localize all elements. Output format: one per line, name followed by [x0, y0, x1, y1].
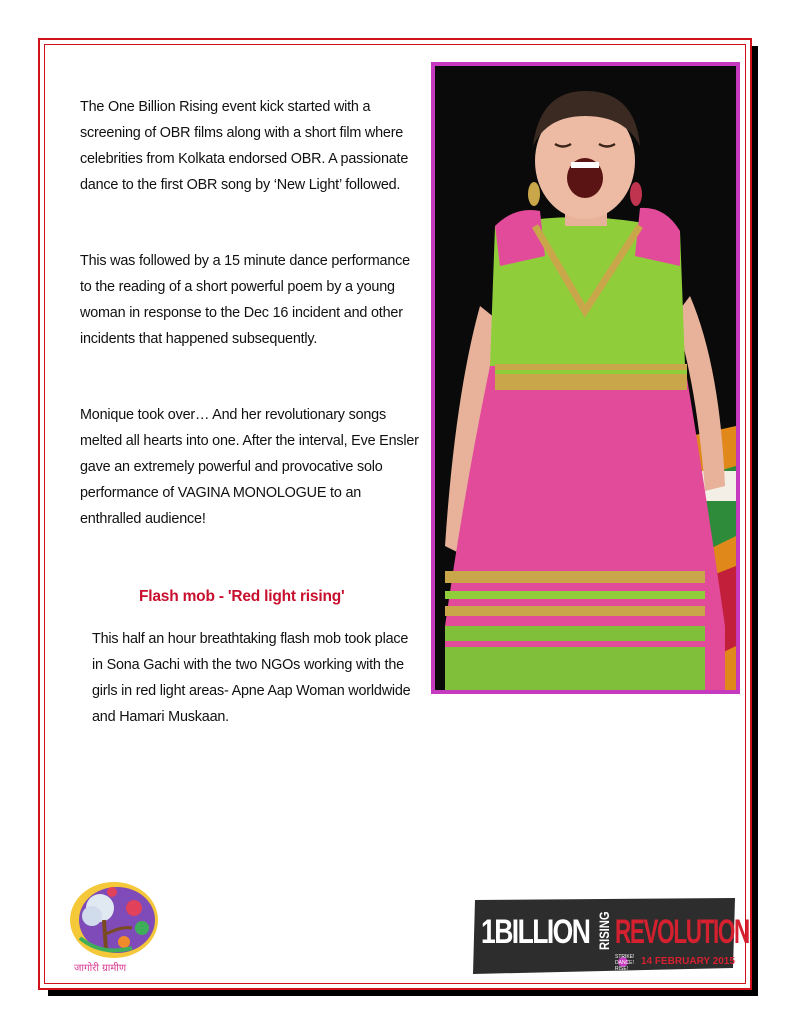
- paragraph-text: The One Billion Rising event kick started with a screening of OBR films along with a short film where celebrities from Kolkata endorsed OBR. A passionate dance to the first OBR song by ‘New Light’ followed.: [80, 99, 409, 193]
- jagori-logo-caption: जागोरी ग्रामीण: [74, 963, 127, 974]
- banner-one-billion-text: 1BILLION: [481, 913, 590, 951]
- paragraph-monique-eve-ensler: [80, 402, 420, 532]
- banner-tagline: STRIKE! DANCE! RISE!: [615, 954, 635, 972]
- flash-mob-heading: Flash mob - 'Red light rising': [139, 588, 345, 605]
- paragraph-text: This half an hour breathtaking flash mob took place in Sona Gachi with the two NGOs working with the girls in red light areas- Apne Aap Woman worldwide and Hamari Muskaan.: [92, 631, 411, 725]
- jagori-logo-icon: [62, 878, 162, 962]
- paragraph-dance-performance: [80, 248, 420, 352]
- banner-date: 14 FEBRUARY 2015: [641, 956, 735, 967]
- banner-rising-text: RISING: [596, 911, 612, 950]
- paragraph-text: Monique took over… And her revolutionary songs melted all hearts into one. After the interval, Eve Ensler gave an extremely powerful and provocative solo performance of VAGINA MONOLOGUE to an enthralled audience!: [80, 407, 419, 527]
- performer-photo: [431, 62, 740, 694]
- paragraph-flash-mob: [92, 626, 422, 730]
- paragraph-text: This was followed by a 15 minute dance performance to the reading of a short powerful poem by a young woman in response to the Dec 16 incident and other incidents that happened subsequently.: [80, 253, 410, 347]
- paragraph-obr-screening: [80, 94, 420, 198]
- banner-revolution-text: REVOLUTION: [615, 913, 749, 951]
- one-billion-rising-banner: [467, 896, 749, 976]
- performer-illustration: [435, 66, 736, 690]
